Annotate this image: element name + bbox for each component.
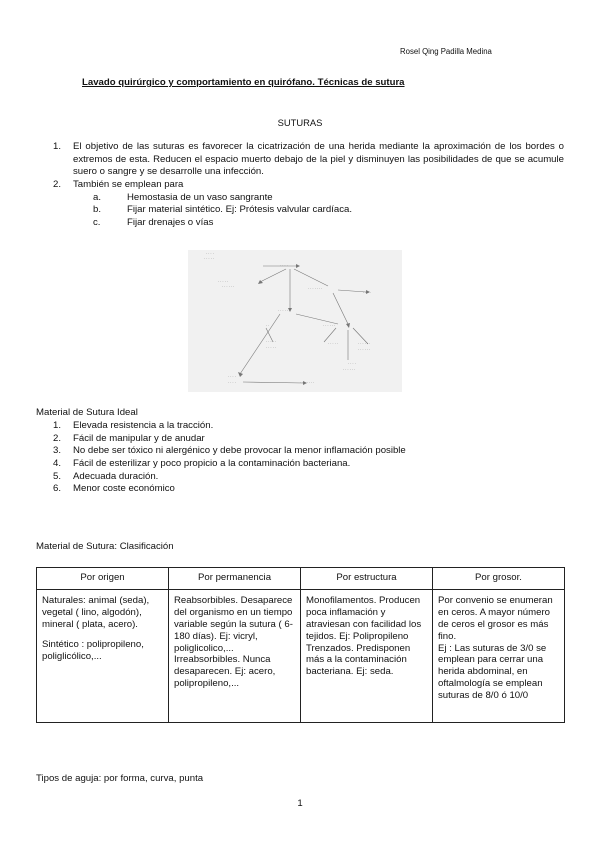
table-row <box>37 590 565 723</box>
item-number: 1. <box>53 141 62 152</box>
svg-text:· · · · · ·: · · · · · · <box>343 368 356 372</box>
suturas-heading: SUTURAS <box>277 117 323 128</box>
uses-sublist <box>73 192 564 230</box>
svg-text:· · · · ·: · · · · · <box>218 280 228 284</box>
suturas-list <box>36 141 564 230</box>
item-text: Adecuada duración. <box>73 470 159 482</box>
cell-permanencia <box>169 590 301 723</box>
svg-text:· · · ·: · · · · <box>206 252 214 256</box>
item-text: Fijar drenajes o vías <box>127 216 214 228</box>
svg-text:· · · · ·: · · · · · <box>266 346 276 350</box>
author-name: Rosel Qing Padilla Medina <box>400 47 492 56</box>
header-por-origen: Por origen <box>37 568 169 590</box>
svg-text:· · · · ·: · · · · · <box>328 342 338 346</box>
item-number: 3. <box>53 445 62 457</box>
estructura-trenzados: Trenzados. Predisponen más a la contaminación bacteriana. Ej: seda. <box>306 642 411 678</box>
clasificacion-table <box>36 567 565 723</box>
list-item <box>36 179 564 230</box>
page-number: 1 <box>297 798 303 809</box>
svg-text:· · · ·: · · · · <box>228 375 236 379</box>
item-text: Fijar material sintético. Ej: Prótesis valvular cardíaca. <box>127 204 352 216</box>
origen-naturales: Naturales: animal (seda), vegetal ( lino, algodón), mineral ( plata, acero). <box>42 595 150 630</box>
item-text: No debe ser tóxico ni alergénico y debe provocar la menor inflamación posible <box>73 445 406 457</box>
diagram-graphic <box>188 250 402 392</box>
list-item <box>36 420 406 433</box>
header-por-estructura: Por estructura <box>301 568 433 590</box>
svg-text:· · · · · ·: · · · · · · <box>323 324 336 328</box>
list-item <box>36 141 564 179</box>
list-item <box>36 433 406 446</box>
origen-sintetico: Sintético : polipropileno, poliglicólico,... <box>42 638 144 662</box>
svg-text:· · · ·: · · · · <box>228 381 236 385</box>
diagram-labels <box>204 252 371 385</box>
cell-estructura <box>301 590 433 723</box>
item-letter: b. <box>93 204 102 216</box>
sublist-item <box>73 217 564 230</box>
svg-text:· · · · · ·: · · · · · · <box>358 348 371 352</box>
svg-text:· · · ·: · · · · <box>363 291 371 295</box>
sublist-item <box>73 204 564 217</box>
item-text: Elevada resistencia a la tracción. <box>73 420 214 431</box>
sublist-item <box>73 192 564 205</box>
item-number: 4. <box>53 457 62 469</box>
item-number: 6. <box>53 483 62 495</box>
item-text: Fácil de manipular y de anudar <box>73 432 205 444</box>
item-letter: a. <box>93 191 102 203</box>
estructura-monofilamentos: Monofilamentos. Producen poca inflamación y atraviesan con facilidad los tejidos. Ej: Polipropileno <box>306 595 422 642</box>
svg-text:· · · · · · ·: · · · · · · · <box>300 381 315 385</box>
svg-text:· · · · ·: · · · · · <box>266 340 276 344</box>
item-number: 2. <box>53 178 62 190</box>
list-item <box>36 458 406 471</box>
cell-grosor <box>433 590 565 723</box>
material-ideal-heading: Material de Sutura Ideal <box>36 407 138 418</box>
table-header-row <box>37 568 565 590</box>
grosor-convenio: Por convenio se enumeran en ceros. A mayor número de ceros el grosor es más fino. <box>438 595 553 642</box>
item-number: 1. <box>53 420 62 431</box>
material-ideal-list <box>36 420 406 496</box>
list-item <box>36 445 406 458</box>
header-por-grosor: Por grosor. <box>433 568 565 590</box>
svg-text:· · · · · · ·: · · · · · · · <box>308 287 323 291</box>
svg-text:· · · · · ·: · · · · · · <box>358 342 371 346</box>
header-por-permanencia: Por permanencia <box>169 568 301 590</box>
tipos-aguja-text: Tipos de aguja: por forma, curva, punta <box>36 773 204 784</box>
permanencia-reabsorbibles: Reabsorbibles. Desaparece del organismo en un tiempo variable según la sutura ( 6-180 días). Ej: vicryl, poliglicolico,... <box>174 595 293 654</box>
wound-healing-diagram <box>188 250 402 392</box>
svg-text:· · · ·: · · · · <box>280 264 288 268</box>
list-item <box>36 471 406 484</box>
svg-text:· · · · ·: · · · · · <box>204 257 214 261</box>
item-text: El objetivo de las suturas es favorecer la cicatrización de una herida mediante la aproximación de los bordes o extremos de esta. Reducen el espacio muerto debajo de la piel y disminuyen las posibilidades de que se acumule suero o sangre y se desarrolle una infección. <box>73 141 564 178</box>
grosor-ejemplo: Ej : Las suturas de 3/0 se emplean para cerrar una herida abdominal, en oftalmología se emplean suturas de 8/0 ó 10/0 <box>438 642 547 702</box>
item-text: Hemostasia de un vaso sangrante <box>127 191 273 203</box>
clasificacion-heading: Material de Sutura: Clasificación <box>36 541 174 552</box>
list-item <box>36 483 406 496</box>
svg-text:· ·: · · <box>266 324 270 328</box>
cell-origen <box>37 590 169 723</box>
item-number: 5. <box>53 470 62 482</box>
permanencia-irreabsorbibles: Irreabsorbibles. Nunca desaparecen. Ej: acero, polipropileno,... <box>174 654 276 690</box>
svg-text:· · · · · ·: · · · · · · <box>222 285 235 289</box>
svg-text:· · · · · ·: · · · · · · <box>278 309 291 313</box>
item-letter: c. <box>93 216 101 228</box>
document-title: Lavado quirúrgico y comportamiento en quirófano. Técnicas de sutura <box>82 77 405 88</box>
item-text: Fácil de esterilizar y poco propicio a la contaminación bacteriana. <box>73 457 351 469</box>
item-text: Menor coste económico <box>73 483 175 495</box>
item-text: También se emplean para <box>73 178 184 190</box>
svg-text:· · · ·: · · · · <box>348 362 356 366</box>
item-number: 2. <box>53 432 62 444</box>
